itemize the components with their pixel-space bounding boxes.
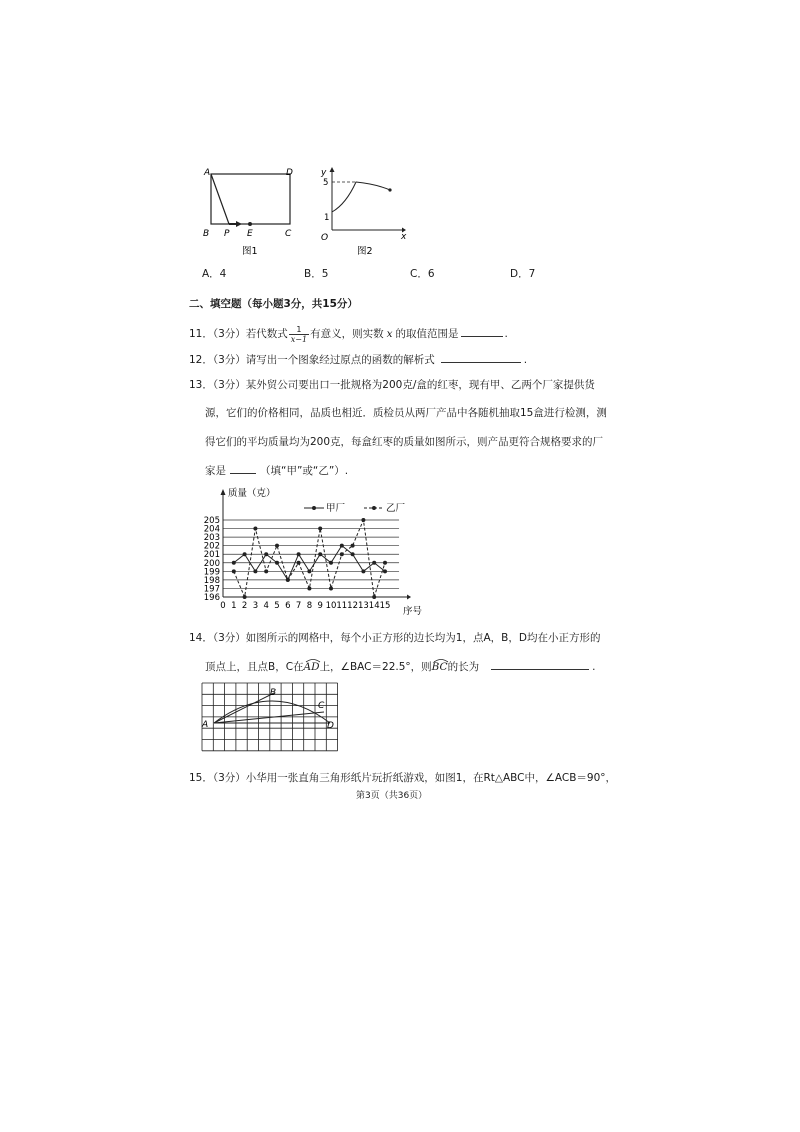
- question-11: [189, 322, 508, 346]
- x-tick-label: 4: [263, 601, 269, 611]
- answer-blank-14[interactable]: [491, 659, 589, 670]
- q12-text: 12．（3分）请写出一个图象经过原点的函数的解析式: [189, 354, 435, 366]
- q14-line-1: 14．（3分）如图所示的网格中，每个小正方形的边长均为1，点A，B，D均在小正方形的: [189, 632, 601, 644]
- x-axis-label: x: [401, 232, 407, 242]
- x-tick-label: 0: [220, 601, 226, 611]
- grid-label-A: A: [202, 720, 209, 730]
- y-axis-label: y: [321, 168, 327, 178]
- data-point: [318, 552, 322, 556]
- q13-line-4: [205, 463, 348, 478]
- y-tick-label: 202: [203, 541, 220, 552]
- data-point: [307, 569, 311, 573]
- label-C: C: [285, 229, 292, 239]
- fig2-caption: 图2: [357, 246, 373, 257]
- data-point: [232, 569, 236, 573]
- q12-end: .: [523, 354, 528, 366]
- data-point: [351, 544, 355, 548]
- label-E: E: [247, 229, 253, 239]
- legend-marker: [372, 506, 376, 510]
- option-a: A．4: [202, 268, 227, 280]
- y-tick-label: 203: [203, 533, 220, 544]
- x-tick-label: 15: [379, 601, 391, 611]
- x-tick-label: 10: [325, 601, 337, 611]
- fraction-numerator: 1: [289, 325, 309, 335]
- grid-label-B: B: [270, 688, 277, 698]
- option-d: D．7: [510, 268, 536, 280]
- y-tick-label: 201: [203, 550, 220, 561]
- x-tick-label: 12: [347, 601, 359, 611]
- grid-label-D: D: [327, 721, 334, 731]
- q14-end: .: [592, 661, 596, 673]
- figure-2: [316, 162, 408, 260]
- x-tick-label: 5: [274, 601, 280, 611]
- y-tick-label: 204: [203, 524, 220, 535]
- series-line: [234, 520, 385, 597]
- x-tick-label: 9: [317, 601, 323, 611]
- x-tick-label: 6: [285, 601, 291, 611]
- q13-line-1: 13．（3分）某外贸公司要出口一批规格为200克/盒的红枣，现有甲、乙两个厂家提供货: [189, 379, 595, 391]
- variable-x: x: [386, 328, 393, 340]
- y-tick-label: 197: [203, 584, 220, 595]
- y-tick-label: 198: [203, 575, 220, 586]
- option-c: C．6: [410, 268, 435, 280]
- label-D: D: [286, 168, 293, 178]
- q14-part-b: 上，∠BAC＝22.5°，则: [319, 661, 432, 673]
- question-15: 15．（3分）小华用一张直角三角形纸片玩折纸游戏，如图1，在Rt△ABC中，∠ACB＝90°，: [189, 772, 617, 784]
- origin-label: O: [321, 233, 329, 243]
- y-axis-arrow: [221, 489, 226, 495]
- data-point: [351, 552, 355, 556]
- data-point: [340, 544, 344, 548]
- x-tick-label: 14: [368, 601, 380, 611]
- x-tick-label: 8: [306, 601, 313, 611]
- data-point: [264, 569, 268, 573]
- data-point: [372, 561, 376, 565]
- data-point: [243, 552, 247, 556]
- q13-line4-prefix: 家是: [205, 465, 226, 477]
- data-point: [264, 552, 268, 556]
- data-point: [232, 561, 236, 565]
- fig1-caption: 图1: [242, 246, 258, 257]
- answer-blank-13[interactable]: [230, 463, 256, 474]
- fraction: [289, 325, 309, 344]
- q14-part-c: 的长为: [447, 661, 480, 673]
- arc-ad: [304, 661, 320, 673]
- answer-blank-11[interactable]: [461, 326, 503, 337]
- legend-marker: [312, 506, 316, 510]
- data-point: [329, 561, 333, 565]
- quality-chart: [196, 482, 446, 620]
- grid-figure: [199, 680, 349, 762]
- tick-1: 1: [324, 213, 330, 223]
- q13-line-2: 源，它们的价格相同，品质也相近．质检员从两厂产品中各随机抽取15盒进行检测，测: [205, 407, 607, 419]
- data-point: [383, 569, 387, 573]
- data-point: [286, 578, 290, 582]
- x-tick-label: 1: [231, 601, 237, 611]
- fraction-denominator: x−1: [290, 334, 308, 344]
- data-point: [383, 561, 387, 565]
- data-point: [361, 569, 365, 573]
- q13-line-3: 得它们的平均质量均为200克，每盒红枣的质量如图所示，则产品更符合规格要求的厂: [205, 436, 604, 448]
- data-point: [318, 527, 322, 531]
- x-tick-label: 2: [241, 601, 248, 611]
- q14-line-2: [205, 659, 595, 674]
- figure-1: [198, 164, 308, 260]
- arc-bc: [432, 661, 448, 673]
- label-A: A: [204, 168, 211, 178]
- data-point: [253, 527, 257, 531]
- y-tick-label: 196: [203, 593, 220, 603]
- data-point: [253, 569, 257, 573]
- x-tick-label: 7: [295, 601, 302, 611]
- q11-suffix2: 的取值范围是: [395, 328, 459, 340]
- data-point: [329, 586, 333, 590]
- data-point: [297, 561, 301, 565]
- data-point: [297, 552, 301, 556]
- arc-bc-text: BC: [431, 661, 448, 673]
- q11-prefix: 11．（3分）若代数式: [189, 328, 288, 340]
- x-tick-label: 11: [336, 601, 348, 611]
- x-axis-title: 序号: [403, 606, 423, 617]
- data-point: [361, 518, 365, 522]
- q13-line4-suffix: （填“甲”或“乙”）.: [260, 465, 349, 477]
- data-point: [340, 552, 344, 556]
- y-tick-label: 199: [203, 567, 220, 578]
- y-axis-title: 质量（克）: [228, 488, 276, 499]
- legend-label: 乙厂: [386, 503, 406, 514]
- y-tick-label: 205: [203, 516, 220, 526]
- data-point: [243, 595, 247, 599]
- q11-suffix: 有意义，则实数: [310, 328, 384, 340]
- q11-end: .: [504, 328, 508, 340]
- label-B: B: [203, 229, 210, 239]
- option-b: B．5: [304, 268, 329, 280]
- label-P: P: [224, 229, 230, 239]
- x-tick-label: 13: [357, 601, 369, 611]
- tick-5: 5: [323, 178, 329, 188]
- question-12: [189, 352, 527, 367]
- x-axis-arrow: [407, 595, 411, 600]
- x-tick-label: 3: [252, 601, 259, 611]
- legend-label: 甲厂: [326, 503, 346, 514]
- y-tick-label: 200: [203, 558, 220, 569]
- data-point: [307, 586, 311, 590]
- arc-ad-text: AD: [303, 661, 320, 673]
- answer-blank-12[interactable]: [441, 352, 521, 363]
- grid-label-C: C: [318, 701, 325, 711]
- section-2-title: 二、填空题（每小题3分，共15分）: [189, 298, 358, 310]
- q14-part-a: 顶点上，且点B，C在: [205, 661, 304, 673]
- data-point: [275, 544, 279, 548]
- data-point: [275, 561, 279, 565]
- data-point: [372, 595, 376, 599]
- page-footer: 第3页（共36页）: [356, 791, 428, 801]
